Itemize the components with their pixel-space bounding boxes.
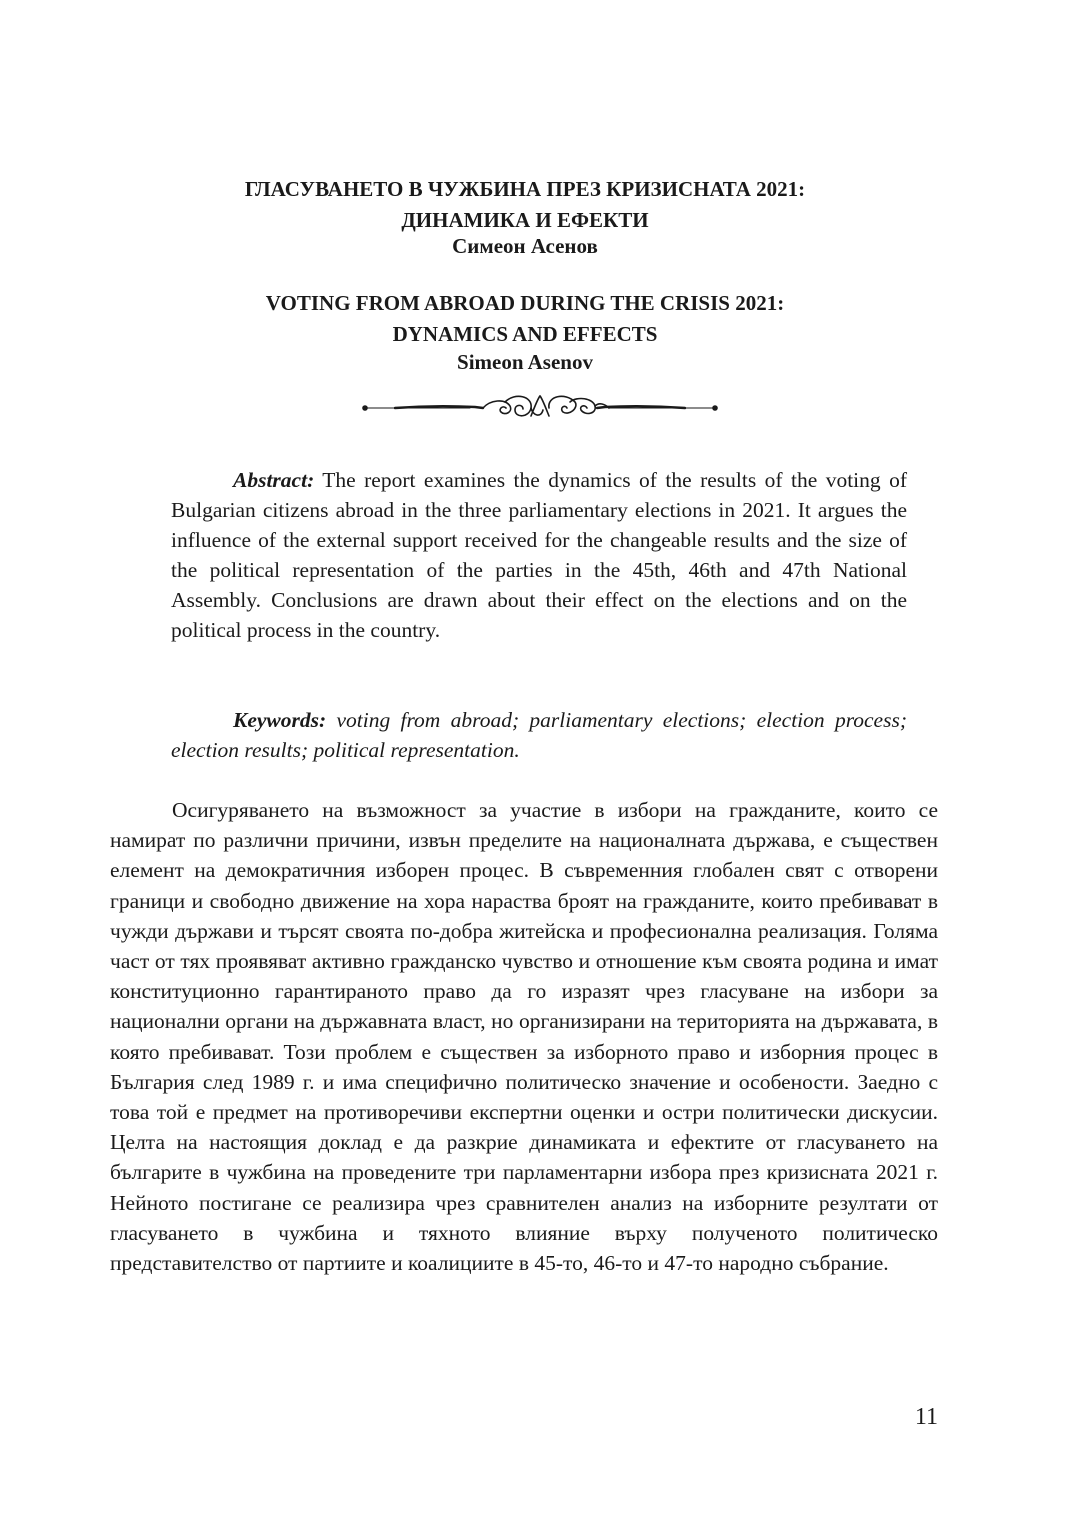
page-number: 11	[914, 1404, 938, 1430]
english-title	[110, 288, 940, 350]
abstract-text: The report examines the dynamics of the results of the voting of Bulgarian citizens abroad in the three parliamentary elections in 2021. It argues the influence of the external support received for the changeable results and the size of the political representation of the parties in the 45th, 46th and 47th National Assembly. Conclusions are drawn about their effect on the elections and on the political process in the country.	[171, 468, 907, 642]
english-title-line-1: VOTING FROM ABROAD DURING THE CRISIS 2021:	[265, 291, 785, 315]
decorative-flourish-divider-icon	[355, 390, 725, 430]
bulgarian-title	[110, 174, 940, 236]
bulgarian-author: Симеон Асенов	[452, 234, 598, 258]
english-title-line-2: DYNAMICS AND EFFECTS	[392, 322, 658, 346]
abstract-label: Abstract:	[233, 468, 315, 492]
english-author: Simeon Asenov	[457, 350, 593, 374]
keywords-text: voting from abroad; parliamentary elections; election process; election results; political representation.	[171, 708, 907, 762]
body-paragraph: Осигуряването на възможност за участие в избори на гражданите, които се намират по различни причини, извън пределите на националната държава, е съществен елемент на демократичния изборен процес. В съвременния глобален свят с отворени граници и свободно движение на хора нараства броят на гражданите, които пребивават в чужди държави и търсят своята по-добра житейска и професионална реализация. Голяма част от тях проявяват активно гражданско чувство и отношение към своята родина и имат конституционно гарантираното право да го изразят чрез гласуване на избори за национални органи на държавната власт, но организирани на територията на държавата, в която пребивават. Този проблем е съществен за изборното право и изборния процес в България след 1989 г. и има специфично политическо значение и особености. Заедно с това той е предмет на противоречиви експертни оценки и остри политически дискусии. Целта на настоящия доклад е да разкрие динамиката и ефектите от гласуването на българите в чужбина на проведените три парламентарни избора през кризисната 2021 г. Нейното постигане се реализира чрез сравнителен анализ на изборните резултати от гласуването в чужбина и тяхното влияние върху полученото политическо представителство от партиите и коалициите в 45-то, 46-то и 47-то народно събрание.	[110, 798, 938, 1276]
bulgarian-title-line-2: ДИНАМИКА И ЕФЕКТИ	[401, 208, 649, 232]
keywords-label: Keywords:	[233, 708, 327, 732]
keywords-paragraph	[171, 705, 907, 765]
bulgarian-title-line-1: ГЛАСУВАНЕТО В ЧУЖБИНА ПРЕЗ КРИЗИСНАТА 2021:	[244, 177, 806, 201]
abstract-paragraph	[171, 465, 907, 645]
